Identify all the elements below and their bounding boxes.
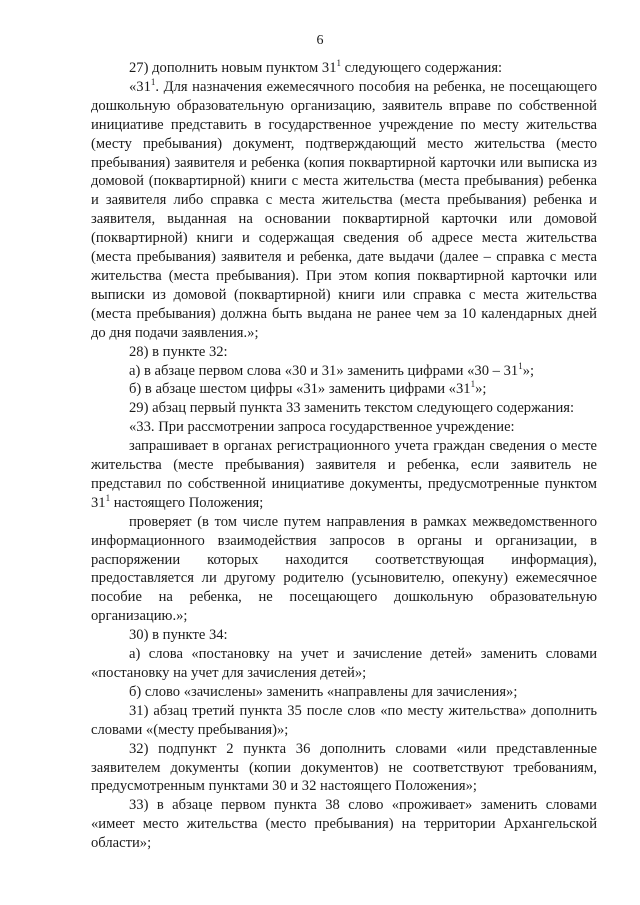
paragraph-30-a (91, 645, 597, 683)
paragraph-checks (91, 513, 597, 626)
paragraph-33 (91, 796, 597, 853)
paragraph-31-text: 31) абзац третий пункта 35 после слов «по месту жительства» дополнить словами «(месту пребывания)»; (91, 702, 597, 738)
superscript: 1 (518, 360, 523, 371)
quote-31-1-text-a: «31 (129, 78, 151, 95)
paragraph-30-a-text: а) слова «постановку на учет и зачисление детей» заменить словами «постановку на учет для зачисления детей»; (91, 646, 597, 681)
paragraph-30 (91, 626, 597, 645)
paragraph-28-a-text-b: »; (522, 362, 535, 379)
paragraph-33-quote (91, 418, 597, 437)
paragraph-31 (91, 702, 597, 740)
paragraph-32-text: 32) подпункт 2 пункта 36 дополнить словами «или представленные заявителем документы (копии документов) не соответствуют требованиям, предусмотренным пунктами 30 и 32 настоящего Положения»; (91, 740, 597, 795)
superscript: 1 (105, 492, 111, 503)
quote-33-text: «33. При рассмотрении запроса государственное учреждение: (129, 419, 515, 436)
paragraph-28 (91, 343, 597, 362)
paragraph-30-text: 30) в пункте 34: (129, 627, 228, 644)
superscript: 1 (150, 76, 156, 87)
requests-text-b: настоящего Положения; (110, 494, 264, 511)
paragraph-28-b-text-a: б) в абзаце шестом цифры «31» заменить цифрами «31 (129, 381, 471, 398)
paragraph-28-a (91, 362, 597, 381)
paragraph-29-text: 29) абзац первый пункта 33 заменить текстом следующего содержания: (129, 400, 575, 417)
paragraph-28-b-text-b: »; (475, 381, 487, 398)
paragraph-requests (91, 437, 597, 513)
superscript: 1 (470, 379, 476, 390)
paragraph-33-text: 33) в абзаце первом пункта 38 слово «проживает» заменить словами «имеет место жительства (место пребывания) на территории Архангельской области»; (91, 797, 597, 852)
paragraph-30-b-text: б) слово «зачислены» заменить «направлены для зачисления»; (129, 683, 518, 700)
paragraph-27-text-a: 27) дополнить новым пунктом 31 (129, 60, 337, 76)
paragraph-29 (91, 399, 597, 418)
paragraph-30-b (91, 683, 597, 702)
paragraph-32 (91, 740, 597, 797)
paragraph-28-text: 28) в пункте 32: (129, 343, 228, 360)
document-body (91, 59, 597, 853)
paragraph-27 (91, 59, 597, 78)
page-number: 6 (316, 33, 324, 48)
paragraph-31-1-quote (91, 78, 597, 343)
checks-text: проверяет (в том числе путем направления в рамках межведомственного информационного взаимодействия запросов в органы и организации, в распоряжении которых находится соответствующая информация), предоставляется ли другому родителю (усыновителю, опекуну) ежемесячное пособие на ребенка, не посещающего дошкольную образовательную организацию.»; (91, 513, 597, 625)
paragraph-27-text-b: следующего содержания: (341, 60, 503, 76)
superscript: 1 (336, 58, 342, 68)
quote-31-1-text-b: . Для назначения ежемесячного пособия на ребенка, не посещающего дошкольную образовательную организацию, заявитель вправе по собственной инициативе представить в государственное учреждение по месту жительства (месту пребывания) документ, подтверждающий место жительства (место пребывания) заявителя и ребенка (копия поквартирной карточки или выписка из домовой (поквартирной) книги с места жительства (места пребывания) ребенка и заявителя либо справка с места жительства (места пребывания) ребенка и заявителя, выданная на основании поквартирной карточки или домовой (поквартирной) книги и содержащая сведения об адресе места жительства (места пребывания) заявителя и ребенка, дате выдачи (далее – справка с места жительства (места пребывания). При этом копия поквартирной карточки или выписки из домовой (поквартирной) книги или справка с места жительства (места пребывания) должна быть выдана не ранее чем за 10 календарных дней до дня подачи заявления.»; (91, 78, 597, 341)
requests-text-a: запрашивает в органах регистрационного учета граждан сведения о месте жительства (месте пребывания) заявителя и ребенка, если заявитель не представил по собственной инициативе документы, предусмотренные пунктом 31 (91, 438, 597, 511)
paragraph-28-b (91, 380, 597, 399)
paragraph-28-a-text-a: а) в абзаце первом слова «30 и 31» заменить цифрами «30 – 31 (129, 362, 519, 379)
